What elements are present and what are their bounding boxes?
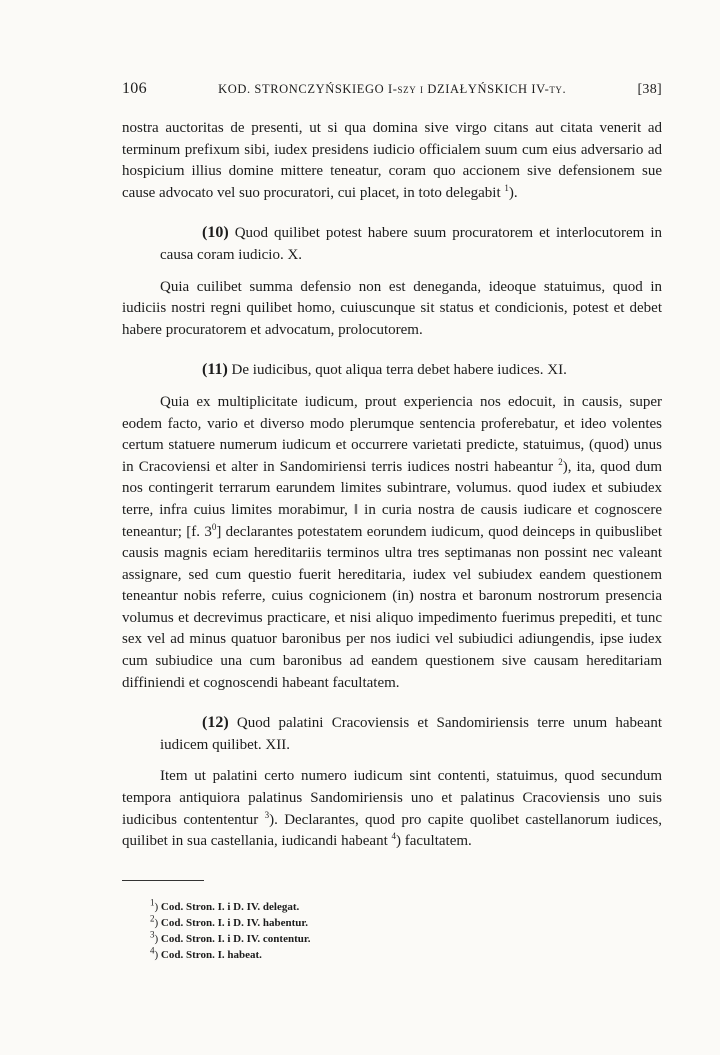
footnote-2 — [150, 915, 310, 931]
footnote-source: Cod. Stron. I. i D. IV. — [160, 901, 261, 913]
paragraph-3-text-b: ), ita, quod dum nos contingerit terrarum earundem limites subintrare, volumus. quod iudex et subiudex terre, infra cuius limites morabimur, ‖ in curia nostra de causis iudicare et cognoscere teneantur; [f. 3 — [122, 458, 662, 540]
footnote-paren: ) — [154, 949, 159, 961]
paragraph-3-text-c: ] declarantes potestatem eorundem iudicum, quod deinceps in quibuslibet causis magnis eciam hereditariis terminos ultra tres septimanas non possint nec valeant assignare, sed cum questio fuerit hereditaria, iudex vel subiudex eandem questionem teneantur nobis referre, cuius cognicionem (in) nostra et baronum nostrorum presencia volumus et decrevimus practicare, et nisi aliquo impedimento fuerimus prepediti, et tunc sex vel ad minus quatuor baronibus per nos iudici vel subiudici adiungendis, ipse iudex cum subiudice una cum baronibus ad eandem questionem sive causam hereditariam diffiniendi et cognoscendi habeant facultatem. — [122, 523, 662, 691]
footnote-mark: 4 — [150, 945, 155, 956]
folio-superscript: 0 — [211, 521, 217, 532]
section-reference: [38] — [637, 82, 662, 97]
footnote-mark: 3 — [150, 929, 155, 940]
footnote-variant: habeat. — [227, 949, 262, 961]
footnote-ref-1: 1 — [504, 182, 509, 193]
footnote-source: Cod. Stron. I. i D. IV. — [160, 933, 261, 945]
paragraph-4-text-a: Item ut palatini certo numero iudicum sint contenti, statuimus, quod secundum tempora antiquiora palatinus Sandomiriensis uno et palatinus Cracoviensis uno suis iudicibus contententur — [122, 768, 662, 828]
footnote-source: Cod. Stron. I. — [160, 949, 225, 961]
heading-11-text: De iudicibus, quot aliqua terra debet habere iudices. XI. — [231, 362, 567, 379]
running-title: KOD. STRONCZYŃSKIEGO I-szy i DZIAŁYŃSKICH IV-ty. — [218, 82, 567, 96]
footnote-variant: delegat. — [262, 901, 300, 913]
paragraph-1 — [122, 118, 662, 204]
footnote-ref-2: 2 — [558, 456, 563, 467]
paragraph-1-text: nostra auctoritas de presenti, ut si qua domina sive virgo citans aut citata venerit ad terminum prefixum sibi, iudex presidens iudicio officialem suum cum eius adversario ad hospicium illius domine mittere teneatur, coram quo accionem sive defensionem sue cause advocato vel suo procuratori, cui placet, in toto delegabit — [122, 120, 662, 201]
footnote-3 — [150, 931, 310, 947]
page-number: 106 — [122, 80, 147, 97]
footnote-mark: 1 — [150, 897, 155, 908]
paragraph-2: Quia cuilibet summa defensio non est deneganda, ideoque statuimus, quod in iudiciis nostri regni quilibet homo, cuiuscunque sit status et condicionis, potest et debet habere procuratorem et advocatum, prolocutorem. — [122, 278, 662, 338]
footnote-ref-4: 4 — [391, 831, 396, 842]
heading-10-text: Quod quilibet potest habere suum procuratorem et interlocutorem in causa coram iudicio. X. — [160, 225, 662, 263]
footnote-variant: contentur. — [262, 933, 311, 945]
running-header — [122, 80, 662, 98]
footnote-variant: habentur. — [262, 917, 309, 929]
paragraph-3-text-a: Quia ex multiplicitate iudicum, prout experiencia nos edocuit, in causis, super eodem facto, vario et diverso modo plerumque sentencia proferebatur, et ideo volentes certum statuere numerum iudicum et occurrere varietati predicte, statuimus, (quod) unus in Cracoviensi et alter in Sandomiriensi terris iudices nostri habeantur — [122, 393, 662, 475]
footnote-4 — [150, 947, 310, 963]
footnote-paren: ) — [154, 917, 159, 929]
footnotes — [150, 899, 310, 963]
heading-12 — [160, 712, 662, 756]
paragraph-4 — [122, 766, 662, 852]
heading-10 — [160, 222, 662, 266]
paragraph-3 — [122, 392, 662, 694]
paragraph-4-text-b: ). Declarantes, quod pro capite quolibet castellanorum iudices, quilibet in sua castellania, iudicandi habeant — [122, 811, 663, 850]
footnote-1 — [150, 899, 310, 915]
body-text — [122, 118, 662, 853]
heading-11-number: (11) — [202, 361, 228, 379]
footnote-mark: 2 — [150, 913, 155, 924]
heading-12-number: (12) — [202, 714, 229, 732]
footnote-paren: ) — [154, 933, 159, 945]
footnote-rule — [122, 880, 204, 881]
footnote-ref-3: 3 — [264, 809, 270, 820]
heading-12-text: Quod palatini Cracoviensis et Sandomiriensis terre unum habeant iudicem quilibet. XII. — [160, 715, 663, 753]
paragraph-1-end: ). — [508, 184, 518, 201]
heading-10-number: (10) — [202, 224, 229, 242]
paragraph-4-text-c: ) facultatem. — [396, 833, 472, 850]
footnote-source: Cod. Stron. I. i D. IV. — [160, 917, 261, 929]
footnote-paren: ) — [154, 901, 159, 913]
heading-11 — [160, 359, 662, 382]
